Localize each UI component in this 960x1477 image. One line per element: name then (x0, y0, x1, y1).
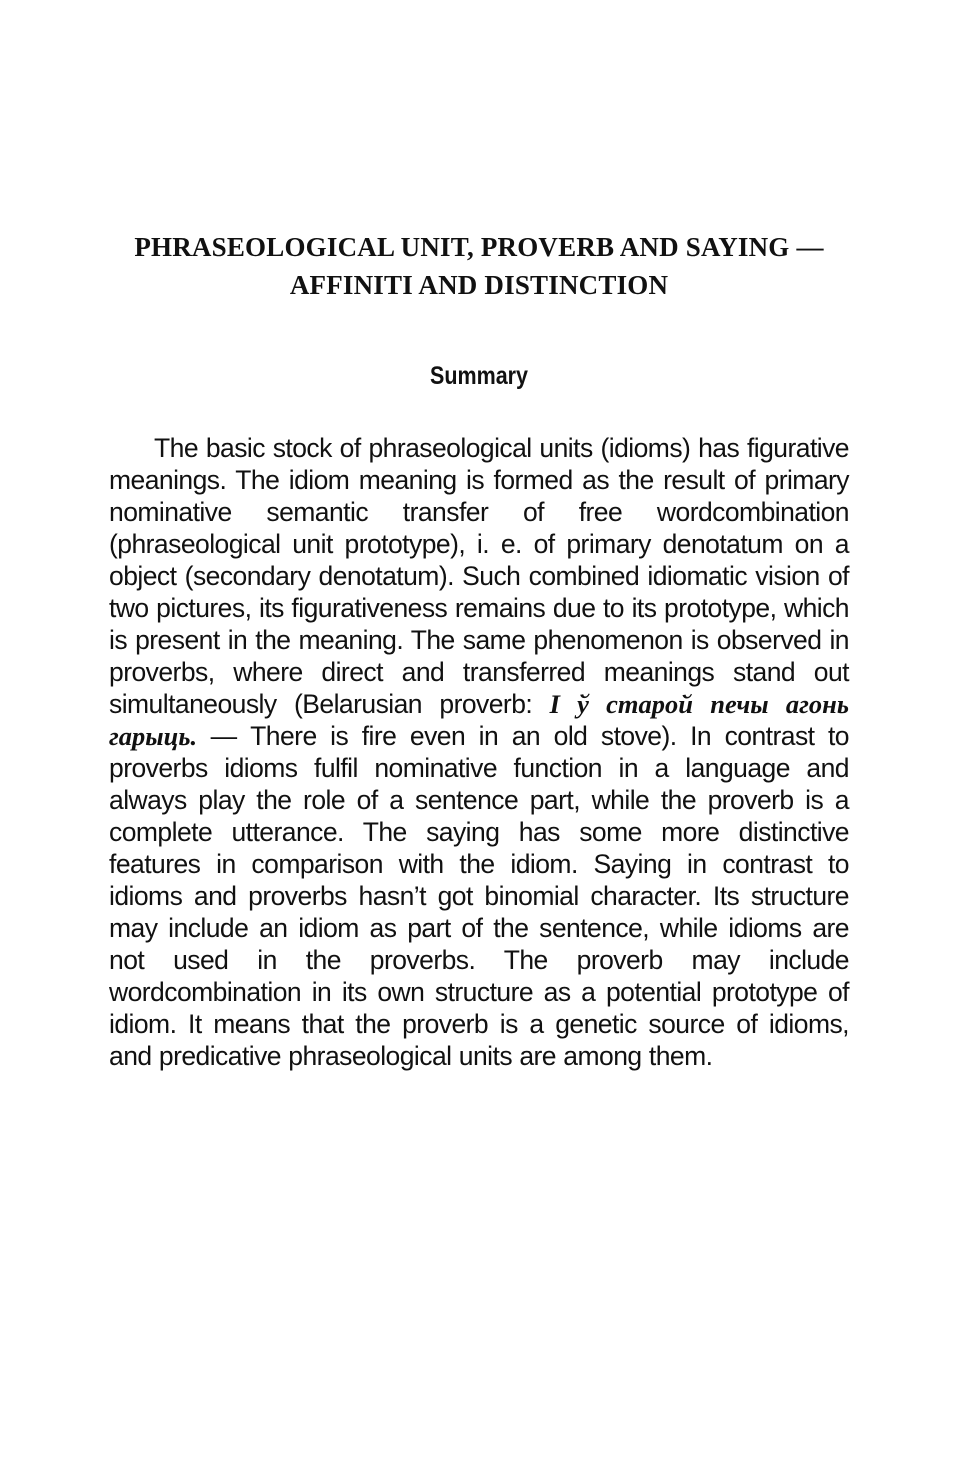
summary-paragraph (109, 432, 849, 1072)
document-page (109, 228, 849, 1072)
belarusian-proverb: I ў старой печы агонь гарыць. (109, 689, 849, 751)
title-line-2: AFFINITI AND DISTINCTION (289, 270, 669, 300)
section-heading-summary: Summary (429, 362, 528, 390)
summary-text-part-1: The basic stock of phraseological units (idioms) has figurative meanings. The idiom meaning is formed as the result of primary nominative semantic transfer of free wordcombination (phraseological unit prototype), i. e. of primary denotatum on a object (secondary denotatum). Such combined idiomatic vision of two pictures, its figurativeness remains due to its prototype, which is present in the meaning. The same phenomenon is observed in proverbs, where direct and transferred meanings stand out simultaneously (Belarusian proverb: (109, 433, 849, 719)
document-title (109, 228, 849, 304)
title-line-1: PHRASEOLOGICAL UNIT, PROVERB AND SAYING — (134, 232, 824, 262)
summary-text-part-2: — There is fire even in an old stove). In contrast to proverbs idioms fulfil nominative function in a language and always play the role of a sentence part, while the proverb is a complete utterance. The saying has some more distinctive features in comparison with the idiom. Saying in contrast to idioms and proverbs hasn’t got binomial character. Its structure may include an idiom as part of the sentence, while idioms are not used in the proverbs. The proverb may include wordcombination in its own structure as a potential prototype of idiom. It means that the proverb is a genetic source of idioms, and predicative phraseological units are among them. (109, 721, 849, 1071)
